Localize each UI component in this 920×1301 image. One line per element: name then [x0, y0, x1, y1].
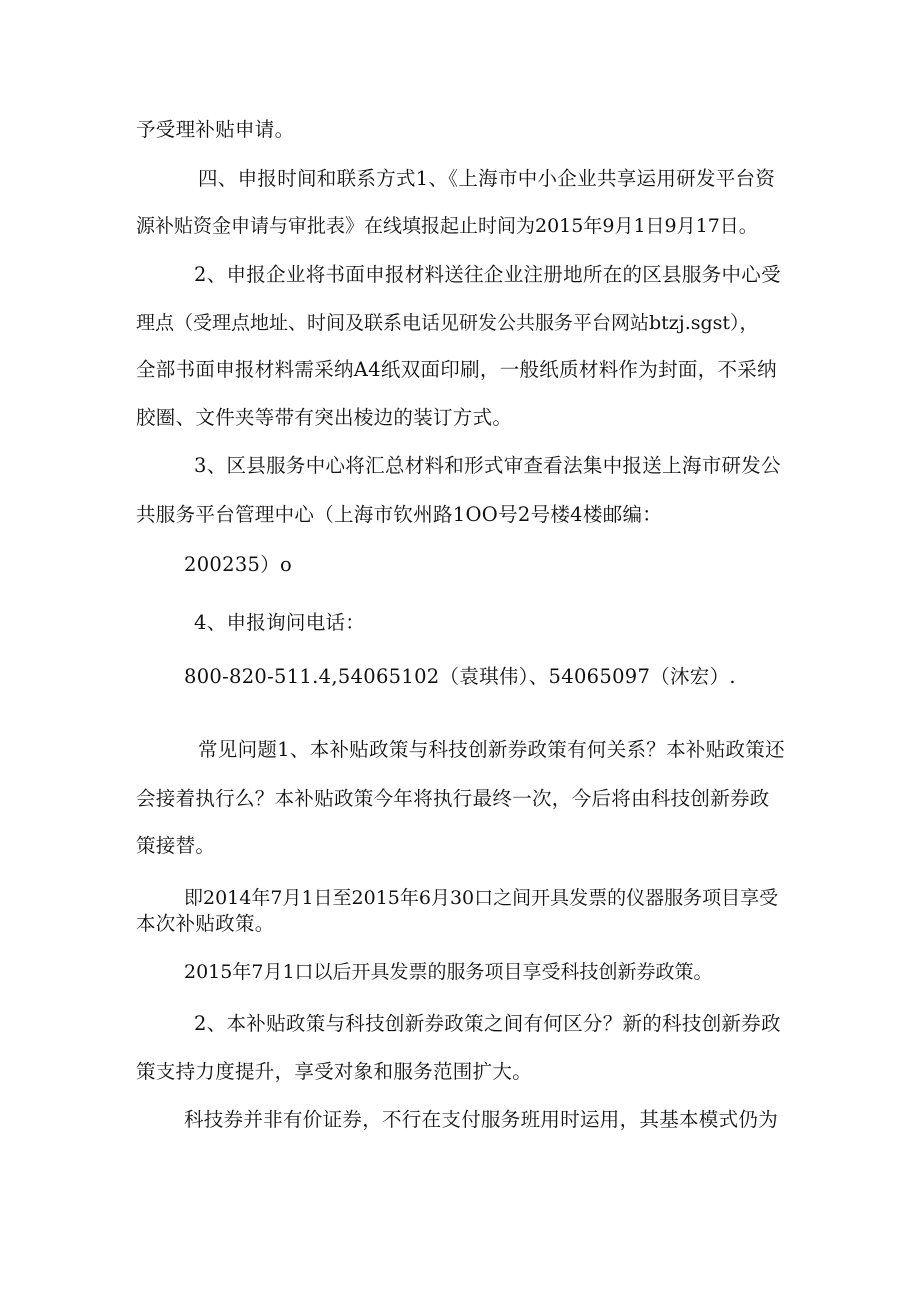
text-line: 共服务平台管理中心（上海市钦州路1OO号2号楼4楼邮编： — [136, 503, 663, 526]
text-line: 4、申报询问电话： — [194, 611, 366, 634]
text-line: 3、区县服务中心将汇总材料和形式审查看法集中报送上海市研发公 — [194, 454, 781, 477]
text-line: 科技券并非有价证券，不行在支付服务班用时运用，其基本模式仍为 — [184, 1108, 779, 1131]
text-line: 会接着执行么？本补贴政策今年将执行最终一次，今后将由科技创新券政 — [136, 787, 770, 810]
text-line: 2015年7月1口以后开具发票的服务项目享受科技创新券政策。 — [184, 961, 713, 983]
text-line: 策接替。 — [136, 834, 216, 857]
text-line: 2、本补贴政策与科技创新券政策之间有何区分？新的科技创新券政 — [194, 1012, 781, 1035]
text-line: 四、申报时间和联系方式1、《上海市中小企业共享运用研发平台资 — [198, 167, 776, 190]
text-line: 策支持力度提升，享受对象和服务范围扩大。 — [136, 1060, 533, 1083]
text-line: 800-820-511.4,54065102（袁琪伟）、54065097（沐宏）. — [184, 665, 736, 688]
text-line: 2、申报企业将书面申报材料送往企业注册地所在的区县服务中心受 — [194, 263, 781, 286]
text-line: 理点（受理点地址、时间及联系电话见研发公共服务平台网站btzj.sgst）， — [136, 312, 759, 334]
text-line: 200235）o — [184, 553, 293, 576]
text-line: 常见问题1、本补贴政策与科技创新券政策有何关系？本补贴政策还 — [198, 738, 785, 761]
text-line: 即2014年7月1日至2015年6月30口之间开具发票的仪器服务项目享受 — [184, 887, 779, 909]
text-line: 胶圈、文件夹等带有突出棱边的装订方式。 — [136, 406, 513, 429]
text-line: 予受理补贴申请。 — [136, 118, 295, 141]
text-line: 源补贴资金申请与审批表》在线填报起止时间为2015年9月1日9月17日。 — [136, 215, 758, 237]
text-line: 本次补贴政策。 — [136, 912, 275, 935]
text-line: 全部书面申报材料需采纳A4纸双面印刷，一般纸质材料作为封面，不采纳 — [136, 358, 777, 381]
